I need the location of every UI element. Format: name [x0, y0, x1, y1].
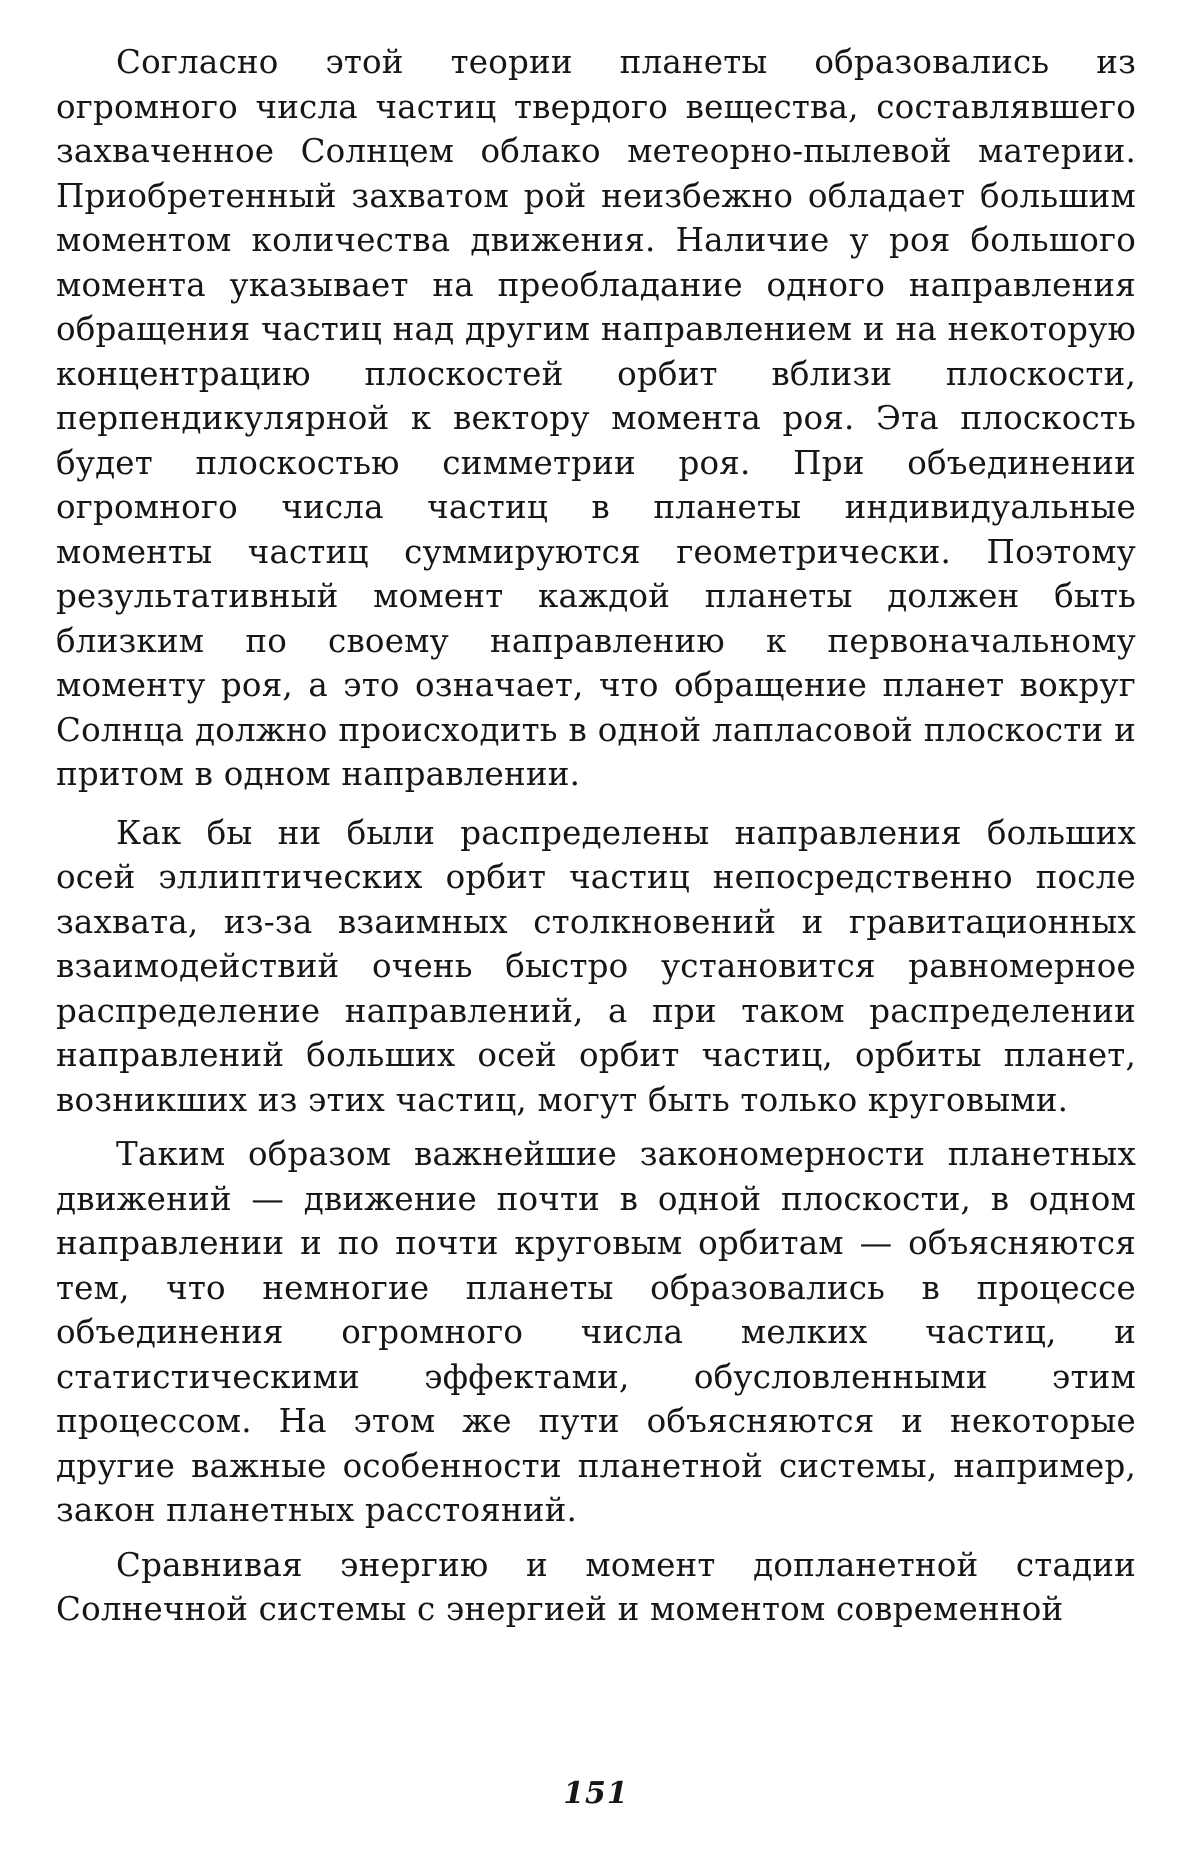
- body-text: [56, 40, 1136, 1632]
- paragraph-1: Согласно этой теории планеты образовались из огромного числа частиц твердого вещества, составлявшего захваченное Солнцем облако метеорно-пылевой материи. Приобретенный захватом рой неизбежно обладает большим моментом количества движения. Наличие у роя большого момента указывает на преобладание одного направления обращения частиц над другим направлением и на некоторую концентрацию плоскостей орбит вблизи плоскости, перпендикулярной к вектору момента роя. Эта плоскость будет плоскостью симметрии роя. При объединении огромного числа частиц в планеты индивидуальные моменты частиц суммируются геометрически. Поэтому результативный момент каждой планеты должен быть близким по своему направлению к первоначальному моменту роя, а это означает, что обращение планет вокруг Солнца должно происходить в одной лапласовой плоскости и притом в одном направлении.: [56, 43, 1136, 793]
- paragraph-2: Как бы ни были распределены направления больших осей эллиптических орбит частиц непосредственно после захвата, из-за взаимных столкновений и гравитационных взаимодействий очень быстро установится равномерное распределение направлений, а при таком распределении направлений больших осей орбит частиц, орбиты планет, возникших из этих частиц, могут быть только круговыми.: [56, 813, 1136, 1119]
- paragraph-3: Таким образом важнейшие закономерности планетных движений — движение почти в одной плоскости, в одном направлении и по почти круговым орбитам — объясняются тем, что немногие планеты образовались в процессе объединения огромного числа мелких частиц, и статистическими эффектами, обусловленными этим процессом. На этом же пути объясняются и некоторые другие важные особенности планетной системы, например, закон планетных расстояний.: [56, 1135, 1136, 1529]
- page-number: 151: [563, 1776, 629, 1811]
- book-page: [56, 40, 1136, 1820]
- paragraph-4: Сравнивая энергию и момент допланетной стадии Солнечной системы с энергией и моментом современной: [56, 1545, 1136, 1628]
